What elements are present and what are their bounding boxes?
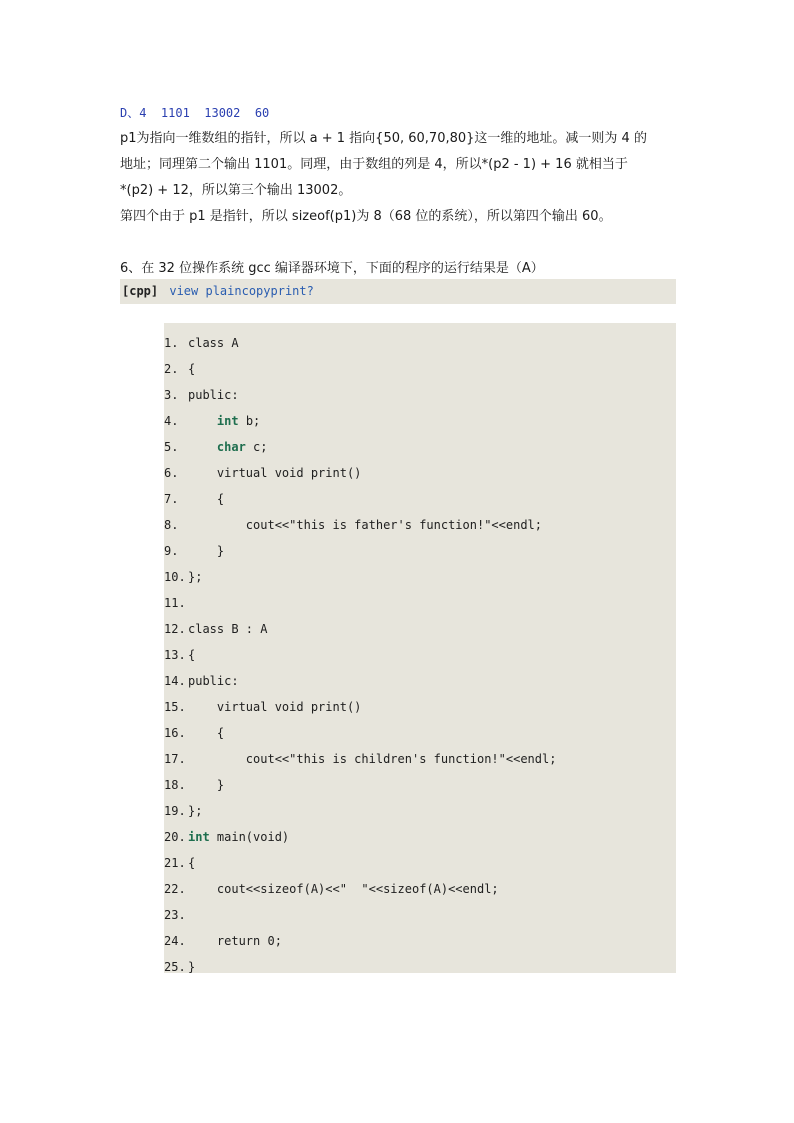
line-number: 2. bbox=[164, 362, 179, 376]
code-line bbox=[164, 642, 195, 668]
code-line bbox=[164, 954, 195, 980]
line-number: 7. bbox=[164, 492, 179, 506]
code-text: { bbox=[188, 648, 196, 662]
code-line bbox=[164, 616, 267, 642]
code-keyword: int bbox=[188, 830, 210, 844]
code-text: { bbox=[188, 726, 225, 740]
code-text: c; bbox=[245, 440, 268, 454]
question-text: 6、在 32 位操作系统 gcc 编译器环境下，下面的程序的运行结果是（A） bbox=[120, 261, 544, 276]
code-block bbox=[164, 323, 676, 973]
code-toolbar bbox=[120, 279, 676, 304]
code-line bbox=[164, 720, 224, 746]
line-number: 19. bbox=[164, 804, 186, 818]
code-text: } bbox=[188, 778, 225, 792]
code-line bbox=[164, 538, 224, 564]
code-text: } bbox=[188, 544, 225, 558]
code-view-plain-link[interactable]: view plaincopyprint? bbox=[169, 284, 314, 298]
code-text: public: bbox=[188, 674, 239, 688]
code-line bbox=[164, 382, 239, 408]
code-indent bbox=[188, 440, 217, 454]
code-line bbox=[164, 902, 188, 928]
line-number: 13. bbox=[164, 648, 186, 662]
code-line bbox=[164, 460, 361, 486]
line-number: 3. bbox=[164, 388, 179, 402]
code-text: { bbox=[188, 362, 196, 376]
line-number: 17. bbox=[164, 752, 186, 766]
line-number: 14. bbox=[164, 674, 186, 688]
answer-line: D、4 1101 13002 60 bbox=[120, 106, 270, 120]
line-number: 5. bbox=[164, 440, 179, 454]
code-text: cout<<"this is father's function!"<<endl; bbox=[188, 518, 543, 532]
code-line bbox=[164, 668, 239, 694]
code-text: }; bbox=[188, 804, 203, 818]
explanation-line-3: *(p2) + 12，所以第三个输出 13002。 bbox=[120, 183, 352, 198]
code-text: class A bbox=[188, 336, 239, 350]
code-line bbox=[164, 564, 202, 590]
code-text: } bbox=[188, 960, 196, 974]
code-text: main(void) bbox=[209, 830, 290, 844]
line-number: 18. bbox=[164, 778, 186, 792]
line-number: 12. bbox=[164, 622, 186, 636]
code-line bbox=[164, 746, 556, 772]
code-text: class B : A bbox=[188, 622, 268, 636]
explanation-line-4: 第四个由于 p1 是指针，所以 sizeof(p1)为 8（68 位的系统），所以第四个输出 60。 bbox=[120, 209, 612, 224]
code-text: }; bbox=[188, 570, 203, 584]
code-text: b; bbox=[238, 414, 261, 428]
explanation-line-1: p1为指向一维数组的指针，所以 a + 1 指向{50, 60,70,80}这一维的地址。减一则为 4 的 bbox=[120, 131, 647, 146]
code-keyword: int bbox=[216, 414, 239, 428]
code-text: cout<<"this is children's function!"<<endl; bbox=[188, 752, 557, 766]
code-text: virtual void print() bbox=[188, 466, 362, 480]
line-number: 25. bbox=[164, 960, 186, 974]
code-line bbox=[164, 434, 268, 460]
code-line bbox=[164, 694, 361, 720]
explanation-line-2: 地址；同理第二个输出 1101。同理，由于数组的列是 4，所以*(p2 - 1) + 16 就相当于 bbox=[120, 157, 628, 172]
code-line bbox=[164, 772, 224, 798]
line-number: 9. bbox=[164, 544, 179, 558]
code-text: cout<<sizeof(A)<<" "<<sizeof(A)<<endl; bbox=[188, 882, 499, 896]
code-line bbox=[164, 512, 542, 538]
code-line bbox=[164, 850, 195, 876]
line-number: 24. bbox=[164, 934, 186, 948]
line-number: 6. bbox=[164, 466, 179, 480]
code-text: return 0; bbox=[188, 934, 282, 948]
code-text: { bbox=[188, 856, 196, 870]
line-number: 23. bbox=[164, 908, 186, 922]
code-line bbox=[164, 486, 224, 512]
line-number: 4. bbox=[164, 414, 179, 428]
code-indent bbox=[188, 414, 217, 428]
code-line bbox=[164, 824, 289, 850]
code-text: { bbox=[188, 492, 225, 506]
line-number: 11. bbox=[164, 596, 186, 610]
line-number: 15. bbox=[164, 700, 186, 714]
line-number: 1. bbox=[164, 336, 179, 350]
code-text: virtual void print() bbox=[188, 700, 362, 714]
line-number: 8. bbox=[164, 518, 179, 532]
line-number: 10. bbox=[164, 570, 186, 584]
code-line bbox=[164, 928, 282, 954]
code-keyword: char bbox=[216, 440, 246, 454]
line-number: 16. bbox=[164, 726, 186, 740]
line-number: 21. bbox=[164, 856, 186, 870]
code-text: public: bbox=[188, 388, 239, 402]
code-line bbox=[164, 590, 188, 616]
code-language-label: [cpp] bbox=[122, 284, 159, 298]
code-line bbox=[164, 330, 239, 356]
code-line bbox=[164, 356, 195, 382]
code-line bbox=[164, 798, 202, 824]
line-number: 22. bbox=[164, 882, 186, 896]
code-line bbox=[164, 408, 260, 434]
code-line bbox=[164, 876, 499, 902]
line-number: 20. bbox=[164, 830, 186, 844]
